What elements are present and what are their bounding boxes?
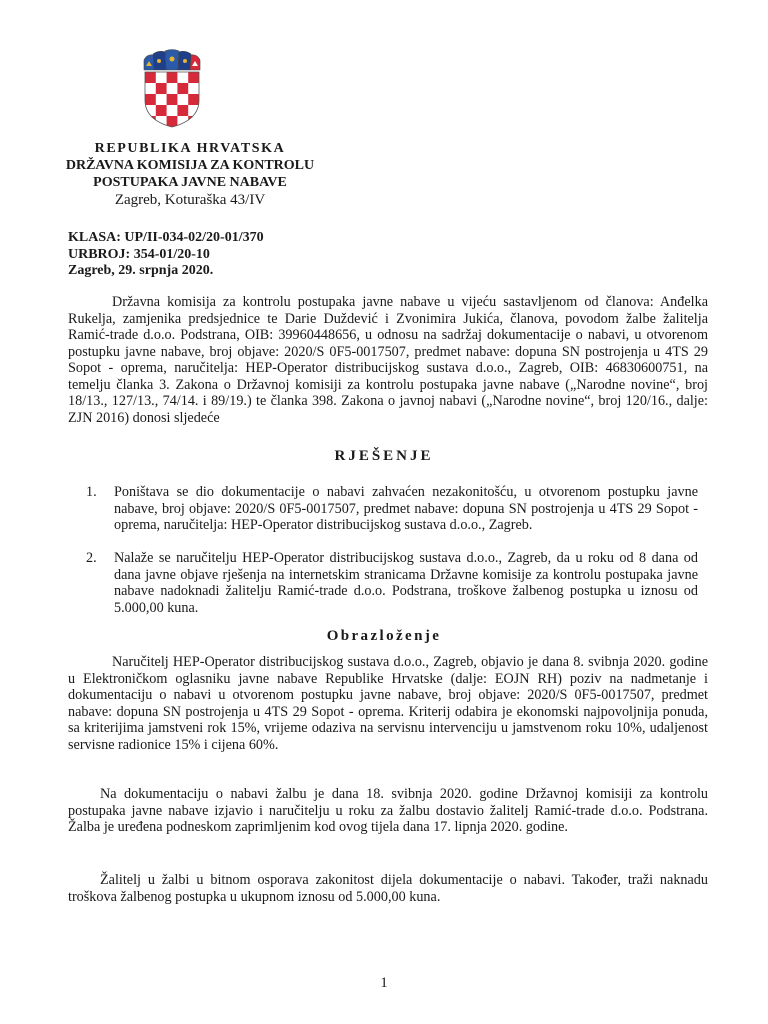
rjesenje-heading: RJEŠENJE [334, 448, 434, 464]
ruling-item-number: 1. [86, 484, 97, 500]
reasoning-paragraph: Na dokumentaciju o nabavi žalbu je dana 18. svibnja 2020. godine Državnoj komisiji za kontrolu postupaka javne nabave izjavio i naručitelju u roku za žalbu dostavio žalitelj Ramić-trade d.o.o. Podstrana. Žalba je uređena podneskom zaprimljenim kod ovog tijela dana 17. lipnja 2020. godine. [68, 786, 708, 835]
republic-name: REPUBLIKA HRVATSKA [94, 141, 286, 156]
reasoning-paragraph: Žalitelj u žalbi u bitnom osporava zakonitost dijela dokumentacije o nabavi. Također, traži naknadu troškova žalbenog postupka u ukupnom iznosu od 5.000,00 kuna. [68, 872, 708, 905]
reasoning-paragraph: Naručitelj HEP-Operator distribucijskog sustava d.o.o., Zagreb, objavio je dana 8. svibnja 2020. godine u Elektroničkom oglasniku javne nabave Republike Hrvatske (dalje: EOJN RH) poziv na nadmetanje i dokumentaciju o nabavi u otvorenom postupku javne nabave, broj objave: 2020/S 0F5-0017507, predmet nabave: dopuna SN postrojenja u 4TS 29 Sopot - oprema. Kriterij odabira je ekonomski najpovoljnija ponuda, sa kriterijima jamstveni rok 15%, vrijeme odaziva na servisnu intervenciju u jamstvenom roku 10%, udaljenost servisne radionice 15% i cijena 60%. [68, 654, 708, 753]
ruling-item-text: Poništava se dio dokumentacije o nabavi zahvaćen nezakonitošću, u otvorenom postupku javne nabave, broj objave: 2020/S 0F5-0017507, predmet nabave: dopuna SN postrojenja u 4TS 29 Sopot - oprema, naručitelja: HEP-Operator distribucijskog sustava d.o.o., Zagreb. [114, 484, 698, 533]
crown [144, 50, 200, 71]
obrazlozenje-heading: Obrazloženje [326, 628, 442, 644]
ruling-item-text: Nalaže se naručitelju HEP-Operator distribucijskog sustava d.o.o., Zagreb, da u roku od 8 dana od dana javne objave rješenja na internetskim stranicama Državne komisije za kontrolu postupaka javne nabave nadoknadi žalitelju Ramić-trade d.o.o. Podstrana, troškove žalbenog postupka u iznosu od 5.000,00 kuna. [114, 550, 698, 616]
page-number: 1 [380, 975, 388, 991]
klasa: KLASA: UP/II-034-02/20-01/370 [68, 230, 264, 245]
institution-address: Zagreb, Koturaška 43/IV [114, 192, 266, 208]
institution-header [40, 140, 340, 209]
urbroj: URBROJ: 354-01/20-10 [68, 246, 210, 262]
decision-date: Zagreb, 29. srpnja 2020. [68, 263, 214, 278]
commission-name-line2: POSTUPAKA JAVNE NABAVE [93, 175, 287, 190]
checkerboard [145, 72, 199, 128]
croatian-coat-of-arms-icon [142, 48, 202, 128]
intro-paragraph: Državna komisija za kontrolu postupaka javne nabave u vijeću sastavljenom od članova: Anđelka Rukelja, zamjenika predsjednice te Darie Duždević i Zvonimira Jukića, članova, povodom žalbe žalitelja Ramić-trade d.o.o. Podstrana, OIB: 39960448656, u odnosu na sadržaj dokumentacije o nabavi, u otvorenom postupku javne nabave, broj objave: 2020/S 0F5-0017507, predmet nabave: dopuna SN postrojenja u 4TS 29 Sopot - oprema, naručitelja: HEP-Operator distribucijskog sustava d.o.o., Zagreb, OIB: 46830600751, na temelju članka 3. Zakona o Državnoj komisiji za kontrolu postupaka javne nabave („Narodne novine“, broj 18/13., 127/13., 74/14. i 89/19.) te članka 398. Zakona o javnoj nabavi („Narodne novine“, broj 120/16., dalje: ZJN 2016) donosi sljedeće [68, 294, 708, 426]
ruling-item-number: 2. [86, 550, 97, 566]
commission-name-line1: DRŽAVNA KOMISIJA ZA KONTROLU [65, 158, 315, 173]
reference-block [68, 230, 368, 280]
